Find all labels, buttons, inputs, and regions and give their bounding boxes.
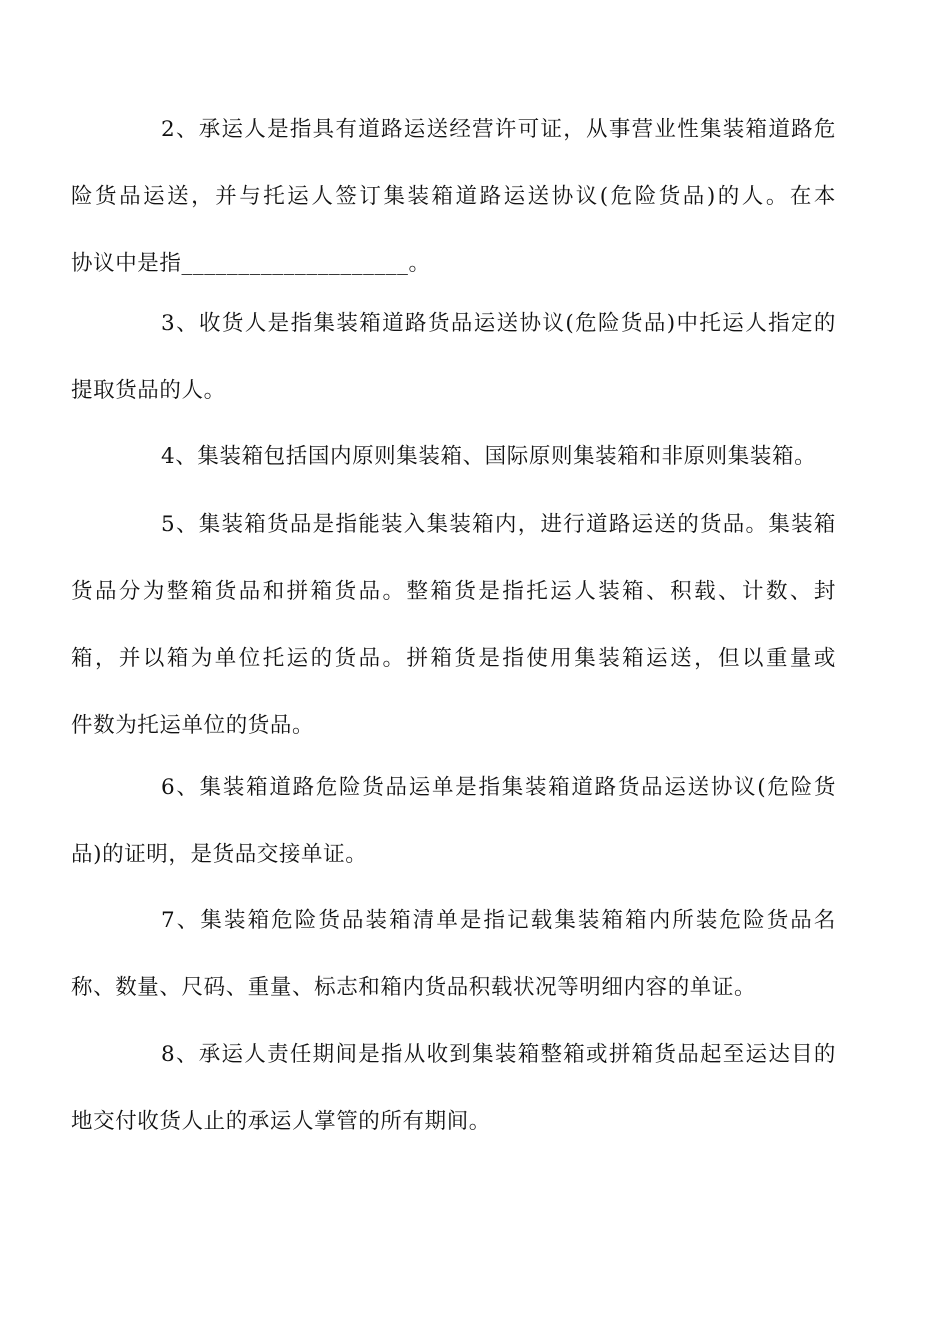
clause-2-paragraph xyxy=(71,96,836,297)
clause-2-line-3: 协议中是指____________________。 xyxy=(71,251,431,276)
clause-3-line-1: 3、收货人是指集装箱道路货品运送协议(危险货品)中托运人指定的 xyxy=(161,311,836,336)
clause-5-line-3: 箱，并以箱为单位托运的货品。拼箱货是指使用集装箱运送，但以重量或 xyxy=(71,646,836,671)
clause-2-line-2: 险货品运送，并与托运人签订集装箱道路运送协议(危险货品)的人。在本 xyxy=(71,184,836,209)
clause-2-line-1: 2、承运人是指具有道路运送经营许可证，从事营业性集装箱道路危 xyxy=(161,117,836,142)
clause-4-paragraph xyxy=(116,423,836,490)
clause-7-line-2: 称、数量、尺码、重量、标志和箱内货品积载状况等明细内容的单证。 xyxy=(71,975,757,1000)
clause-8-paragraph xyxy=(71,1021,836,1155)
clause-4-line-1: 4、集装箱包括国内原则集装箱、国际原则集装箱和非原则集装箱。 xyxy=(161,444,817,469)
clause-3-line-2: 提取货品的人。 xyxy=(71,378,226,403)
clause-5-line-4: 件数为托运单位的货品。 xyxy=(71,713,315,738)
clause-7-line-1: 7、集装箱危险货品装箱清单是指记载集装箱箱内所装危险货品名 xyxy=(161,908,836,933)
clause-6-line-2: 品)的证明，是货品交接单证。 xyxy=(71,842,368,867)
clause-8-line-1: 8、承运人责任期间是指从收到集装箱整箱或拼箱货品起至运达目的 xyxy=(161,1042,836,1067)
clause-8-line-2: 地交付收货人止的承运人掌管的所有期间。 xyxy=(71,1109,491,1134)
clause-5-line-2: 货品分为整箱货品和拼箱货品。整箱货是指托运人装箱、积载、计数、封 xyxy=(71,579,836,604)
clause-6-paragraph xyxy=(71,754,836,888)
clause-3-paragraph xyxy=(71,290,836,424)
clause-5-paragraph xyxy=(71,491,836,759)
clause-5-line-1: 5、集装箱货品是指能装入集装箱内，进行道路运送的货品。集装箱 xyxy=(161,512,836,537)
clause-6-line-1: 6、集装箱道路危险货品运单是指集装箱道路货品运送协议(危险货 xyxy=(161,775,836,800)
clause-7-paragraph xyxy=(71,887,836,1021)
